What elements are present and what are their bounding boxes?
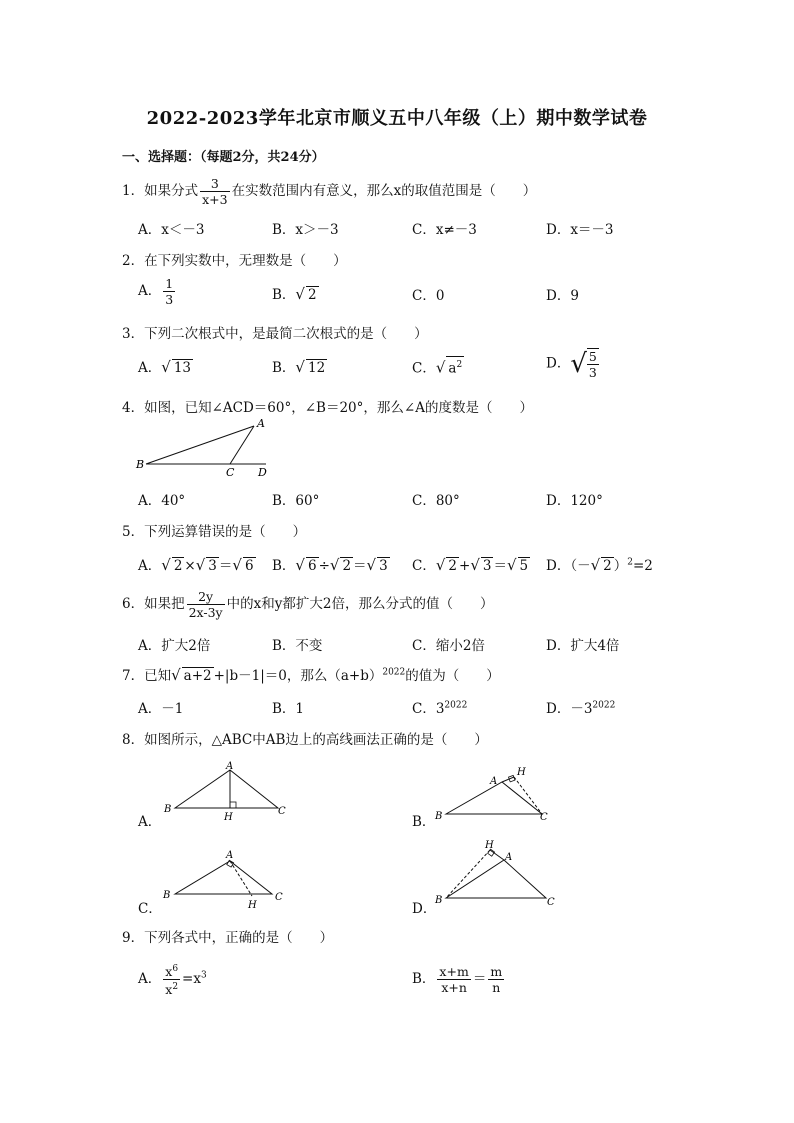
- q1-fraction: $\frac{3}{x+3}$: [202, 176, 228, 207]
- q8-figure-c: [160, 846, 300, 912]
- svg-text:C: C: [540, 812, 548, 823]
- q7-option-b: B．1: [272, 701, 305, 717]
- svg-text:C: C: [278, 806, 286, 817]
- question-1: [122, 176, 536, 207]
- q8-figure-d: [432, 836, 572, 910]
- q7-option-c: C．$3^{2022}$: [412, 700, 468, 717]
- q8-option-b-label: B．: [412, 814, 436, 830]
- svg-text:B: B: [163, 890, 171, 901]
- q3-option-d: D．√ $\frac{5}{3}$: [546, 349, 597, 380]
- q8-option-d-label: D．: [412, 901, 437, 917]
- q8-option-a-label: A．: [138, 814, 162, 830]
- svg-text:B: B: [435, 895, 443, 906]
- q2-option-a: A． $\frac{1}{3}$: [138, 276, 174, 307]
- question-2: 2．在下列实数中，无理数是（ ）: [122, 253, 347, 269]
- svg-text:A: A: [226, 761, 234, 772]
- q1-option-c: C．x≠－3: [412, 222, 477, 238]
- q2-option-d: D．9: [546, 288, 579, 304]
- q4-line-ac: [230, 426, 254, 464]
- question-6: 6．如果把 $\frac{2y}{2x-3y}$ 中的x和y都扩大2倍，那么分式的值（ ）: [122, 589, 494, 620]
- question-8: 8．如图所示，△ABC中AB边上的高线画法正确的是（ ）: [122, 732, 488, 748]
- svg-text:A: A: [505, 852, 513, 863]
- q4-label-d: D: [258, 466, 267, 479]
- q8-figure-a: [160, 758, 300, 824]
- q5-option-d: D．（－√ 2 ）$^2$=2: [546, 556, 653, 574]
- question-3: 3．下列二次根式中，是最简二次根式的是（ ）: [122, 326, 428, 342]
- question-5: 5．下列运算错误的是（ ）: [122, 524, 307, 540]
- q9-option-b: B． $\frac{x+m}{x+n}$ ＝ $\frac{m}{n}$: [412, 964, 503, 995]
- q6-fraction: $\frac{2y}{2x-3y}$: [188, 589, 223, 620]
- q2-option-c: C．0: [412, 288, 445, 304]
- svg-text:H: H: [248, 900, 257, 911]
- q5-option-c: C．√ 2 +√ 3 ＝√ 5: [412, 556, 529, 574]
- q3-option-b: B．√ 12: [272, 358, 326, 376]
- question-9: 9．下列各式中，正确的是（ ）: [122, 930, 334, 946]
- q6-option-c: C．缩小2倍: [412, 638, 485, 654]
- svg-text:A: A: [226, 850, 234, 861]
- q3-option-a: A．√ 13: [138, 358, 191, 376]
- svg-text:A: A: [490, 776, 498, 787]
- q4-triangle-figure: [132, 414, 282, 480]
- q1-prefix: 1．如果分式: [122, 183, 199, 199]
- q9-option-a: A． $\frac{x^6}{x^2}$ $=x^3$: [138, 964, 207, 998]
- svg-text:C: C: [547, 897, 555, 908]
- q4-option-a: A．40°: [138, 493, 186, 509]
- q1-suffix: 在实数范围内有意义，那么x的取值范围是（ ）: [231, 183, 537, 199]
- q4-label-a: A: [257, 417, 265, 430]
- question-4: 4．如图，已知∠ACD＝60°，∠B＝20°，那么∠A的度数是（ ）: [122, 400, 533, 416]
- svg-text:B: B: [164, 804, 172, 815]
- q7-option-d: D．$-3^{2022}$: [546, 700, 616, 717]
- q6-option-b: B．不变: [272, 638, 323, 654]
- q8c-altitude: [230, 861, 252, 896]
- q8-option-c-label: C．: [138, 901, 162, 917]
- q1-option-d: D．x＝－3: [546, 222, 614, 238]
- svg-text:H: H: [517, 767, 526, 778]
- q4-option-d: D．120°: [546, 493, 603, 509]
- exam-title: 2022-2023学年北京市顺义五中八年级（上）期中数学试卷: [146, 108, 648, 129]
- q2-option-b: B．√ 2: [272, 285, 317, 303]
- q1-option-b: B．x＞－3: [272, 222, 339, 238]
- question-7: 7．已知√ a+2 +|b－1|＝0，那么$(a+b)^{2022}$的值为（ ）: [122, 666, 500, 684]
- q5-option-b: B．√ 6 ÷√ 2 ＝√ 3: [272, 556, 388, 574]
- svg-text:C: C: [275, 892, 283, 903]
- svg-text:H: H: [485, 840, 494, 851]
- q4-label-b: B: [136, 458, 145, 471]
- q6-option-a: A．扩大2倍: [138, 638, 211, 654]
- q4-option-b: B．60°: [272, 493, 320, 509]
- svg-text:B: B: [435, 811, 443, 822]
- q1-option-a: A．x＜－3: [138, 222, 205, 238]
- q4-option-c: C．80°: [412, 493, 460, 509]
- section-heading: 一、选择题：（每题2分，共24分）: [122, 150, 325, 165]
- q4-label-c: C: [226, 466, 235, 479]
- q4-line-ba: [146, 426, 254, 464]
- q5-option-a: A．√ 2 ×√ 3 ＝√ 6: [138, 556, 254, 574]
- q6-option-d: D．扩大4倍: [546, 638, 620, 654]
- svg-text:H: H: [224, 812, 233, 823]
- q8-figure-b: [432, 762, 572, 828]
- q7-option-a: A．－1: [138, 701, 184, 717]
- q3-option-c: C．√ $a^2$: [412, 356, 464, 377]
